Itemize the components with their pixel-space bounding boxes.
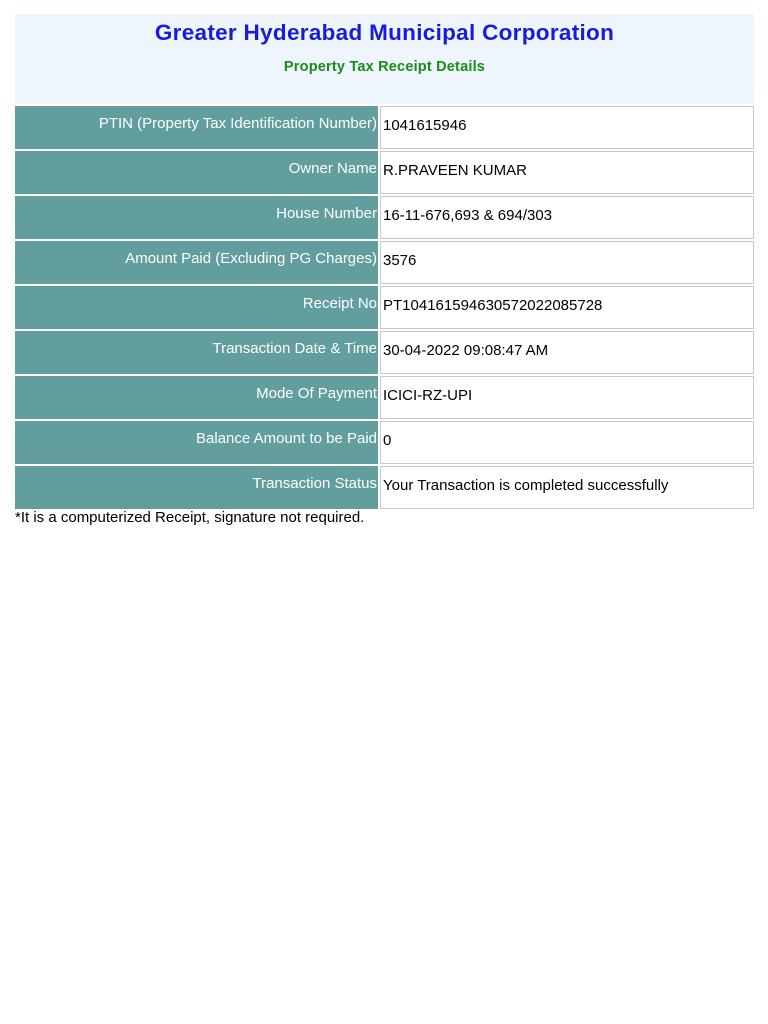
transaction-datetime-value: 30-04-2022 09:08:47 AM <box>380 331 754 374</box>
transaction-status-value: Your Transaction is completed successfully <box>380 466 754 509</box>
row-receipt-no <box>15 286 754 329</box>
ptin-value: 1041615946 <box>380 106 754 149</box>
balance-amount-label: Balance Amount to be Paid <box>15 421 378 464</box>
transaction-datetime-label: Transaction Date & Time <box>15 331 378 374</box>
row-owner-name <box>15 151 754 194</box>
row-payment-mode <box>15 376 754 419</box>
row-house-number <box>15 196 754 239</box>
house-number-label: House Number <box>15 196 378 239</box>
receipt-subtitle: Property Tax Receipt Details <box>283 59 486 75</box>
receipt-no-value: PT1041615946305720220857​28 <box>380 286 754 329</box>
row-transaction-datetime <box>15 331 754 374</box>
owner-name-label: Owner Name <box>15 151 378 194</box>
balance-amount-value: 0 <box>380 421 754 464</box>
receipt-no-label: Receipt No <box>15 286 378 329</box>
receipt-details-table <box>15 104 754 511</box>
receipt-header <box>15 14 754 104</box>
amount-paid-value: 3576 <box>380 241 754 284</box>
row-balance-amount <box>15 421 754 464</box>
amount-paid-label: Amount Paid (Excluding PG Charges) <box>15 241 378 284</box>
ptin-label: PTIN (Property Tax Identification Number) <box>15 106 378 149</box>
receipt-footnote: *It is a computerized Receipt, signature not required. <box>15 509 365 526</box>
transaction-status-label: Transaction Status <box>15 466 378 509</box>
row-transaction-status <box>15 466 754 509</box>
payment-mode-value: ICICI-RZ-UPI <box>380 376 754 419</box>
organization-title: Greater Hyderabad Municipal Corporation <box>154 20 615 45</box>
row-amount-paid <box>15 241 754 284</box>
payment-mode-label: Mode Of Payment <box>15 376 378 419</box>
owner-name-value: R.PRAVEEN KUMAR <box>380 151 754 194</box>
row-ptin <box>15 106 754 149</box>
receipt <box>15 14 754 526</box>
house-number-value: 16-11-676,693 & 694/303 <box>380 196 754 239</box>
